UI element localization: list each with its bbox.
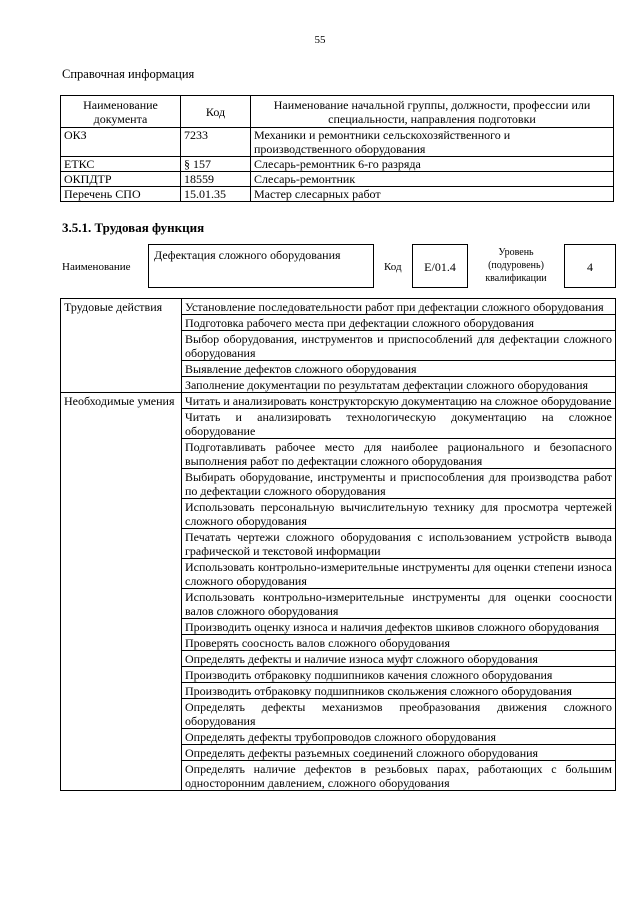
code-label: Код <box>384 261 402 273</box>
section-item: Производить оценку износа и наличия дефектов шкивов сложного оборудования <box>182 619 616 635</box>
column-header-code: Код <box>181 96 251 128</box>
section-item: Определять наличие дефектов в резьбовых парах, работающих с большим односторонним давлением, сложного оборудования <box>182 761 616 791</box>
section-item: Установление последовательности работ при дефектации сложного оборудования <box>182 299 616 315</box>
group-name-cell: Слесарь-ремонтник 6-го разряда <box>251 157 614 172</box>
qualification-level-label: Уровень (подуровень) квалификации <box>485 247 547 284</box>
section-item: Определять дефекты механизмов преобразования движения сложного оборудования <box>182 699 616 729</box>
function-code-box: E/01.4 <box>412 244 468 288</box>
code-cell: 18559 <box>181 172 251 187</box>
function-details-table <box>60 298 616 791</box>
document-cell: ОКПДТР <box>61 172 181 187</box>
section-title: Трудовые действия <box>61 299 182 393</box>
table-row <box>61 393 616 409</box>
document-cell: ЕТКС <box>61 157 181 172</box>
code-cell: § 157 <box>181 157 251 172</box>
section-item: Определять дефекты разъемных соединений сложного оборудования <box>182 745 616 761</box>
column-header-document: Наименование документа <box>61 96 181 128</box>
section-item: Выявление дефектов сложного оборудования <box>182 361 616 377</box>
code-cell: 15.01.35 <box>181 187 251 202</box>
document-cell: Перечень СПО <box>61 187 181 202</box>
table-row <box>61 157 614 172</box>
section-item: Определять дефекты и наличие износа муфт сложного оборудования <box>182 651 616 667</box>
section-item: Читать и анализировать конструкторскую документацию на сложное оборудование <box>182 393 616 409</box>
page-number: 55 <box>314 34 326 46</box>
group-name-cell: Механики и ремонтники сельскохозяйственного и производственного оборудования <box>251 128 614 157</box>
column-header-group-name: Наименование начальной группы, должности, профессии или специальности, направления подготовки <box>251 96 614 128</box>
section-item: Выбор оборудования, инструментов и приспособлений для дефектации сложного оборудования <box>182 331 616 361</box>
section-item: Использовать контрольно-измерительные инструменты для оценки соосности валов сложного оборудования <box>182 589 616 619</box>
reference-header-row <box>61 96 614 128</box>
function-header <box>60 244 616 290</box>
group-name-cell: Слесарь-ремонтник <box>251 172 614 187</box>
name-label: Наименование <box>62 261 131 273</box>
section-item: Подготавливать рабочее место для наиболее рационального и безопасного выполнения работ по дефектации сложного оборудования <box>182 439 616 469</box>
section-item: Определять дефекты трубопроводов сложного оборудования <box>182 729 616 745</box>
table-row <box>61 299 616 315</box>
function-name-box: Дефектация сложного оборудования <box>148 244 374 288</box>
reference-heading: Справочная информация <box>62 67 195 81</box>
table-row <box>61 187 614 202</box>
document-cell: ОКЗ <box>61 128 181 157</box>
section-item: Проверять соосность валов сложного оборудования <box>182 635 616 651</box>
section-item: Использовать контрольно-измерительные инструменты для оценки степени износа сложного оборудования <box>182 559 616 589</box>
section-item: Производить отбраковку подшипников скольжения сложного оборудования <box>182 683 616 699</box>
section-title: Необходимые умения <box>61 393 182 791</box>
section-item: Выбирать оборудование, инструменты и приспособления для производства работ по дефектации сложного оборудования <box>182 469 616 499</box>
section-item: Производить отбраковку подшипников качения сложного оборудования <box>182 667 616 683</box>
group-name-cell: Мастер слесарных работ <box>251 187 614 202</box>
section-item: Печатать чертежи сложного оборудования с использованием устройств вывода графической и текстовой информации <box>182 529 616 559</box>
table-row <box>61 172 614 187</box>
function-heading: 3.5.1. Трудовая функция <box>62 220 205 235</box>
section-item: Подготовка рабочего места при дефектации сложного оборудования <box>182 315 616 331</box>
code-cell: 7233 <box>181 128 251 157</box>
table-row <box>61 128 614 157</box>
section-item: Читать и анализировать технологическую документацию на сложное оборудование <box>182 409 616 439</box>
section-item: Использовать персональную вычислительную технику для просмотра чертежей сложного оборудования <box>182 499 616 529</box>
qualification-level-box: 4 <box>564 244 616 288</box>
section-item: Заполнение документации по результатам дефектации сложного оборудования <box>182 377 616 393</box>
reference-table <box>60 95 614 202</box>
